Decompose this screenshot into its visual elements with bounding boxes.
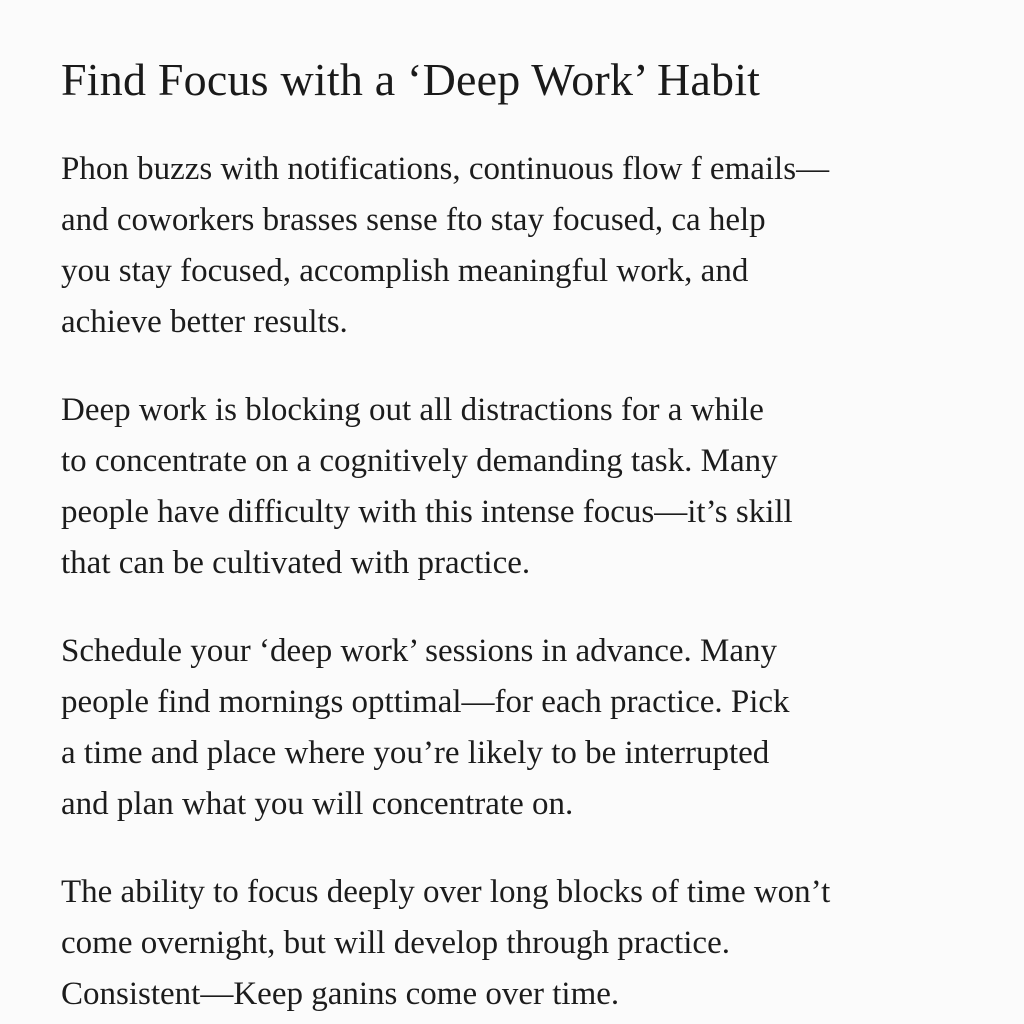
paragraph-definition [61, 385, 984, 589]
paragraph-line: achieve better results. [61, 304, 348, 340]
paragraph-line: come overnight, but will develop through practice. [61, 925, 730, 961]
paragraph-line: Schedule your ‘deep work’ sessions in advance. Many [61, 633, 778, 669]
paragraph-intro [61, 144, 984, 348]
paragraph-line: to concentrate on a cognitively demanding task. Many [61, 443, 778, 479]
paragraph-line: that can be cultivated with practice. [61, 545, 531, 581]
paragraph-line: and coworkers brasses sense fto stay focused, ca help [61, 202, 766, 238]
paragraph-line: people find mornings opttimal—for each practice. Pick [61, 684, 790, 720]
paragraph-line: The ability to focus deeply over long blocks of time won’t [61, 874, 831, 910]
paragraph-line: you stay focused, accomplish meaningful work, and [61, 253, 749, 289]
paragraph-line: Phon buzzs with notifications, continuous flow f emails— [61, 151, 830, 187]
paragraph-line: a time and place where you’re likely to be interrupted [61, 735, 770, 771]
paragraph-line: people have difficulty with this intense focus—it’s skill [61, 494, 793, 530]
paragraph-conclusion [61, 867, 984, 1020]
paragraph-line: and plan what you will concentrate on. [61, 786, 574, 822]
paragraph-line: Consistent—Keep ganins come over time. [61, 976, 620, 1012]
paragraph-schedule [61, 626, 984, 830]
paragraph-line: Deep work is blocking out all distractions for a while [61, 392, 764, 428]
article-title: Find Focus with a ‘Deep Work’ Habit [61, 54, 761, 105]
